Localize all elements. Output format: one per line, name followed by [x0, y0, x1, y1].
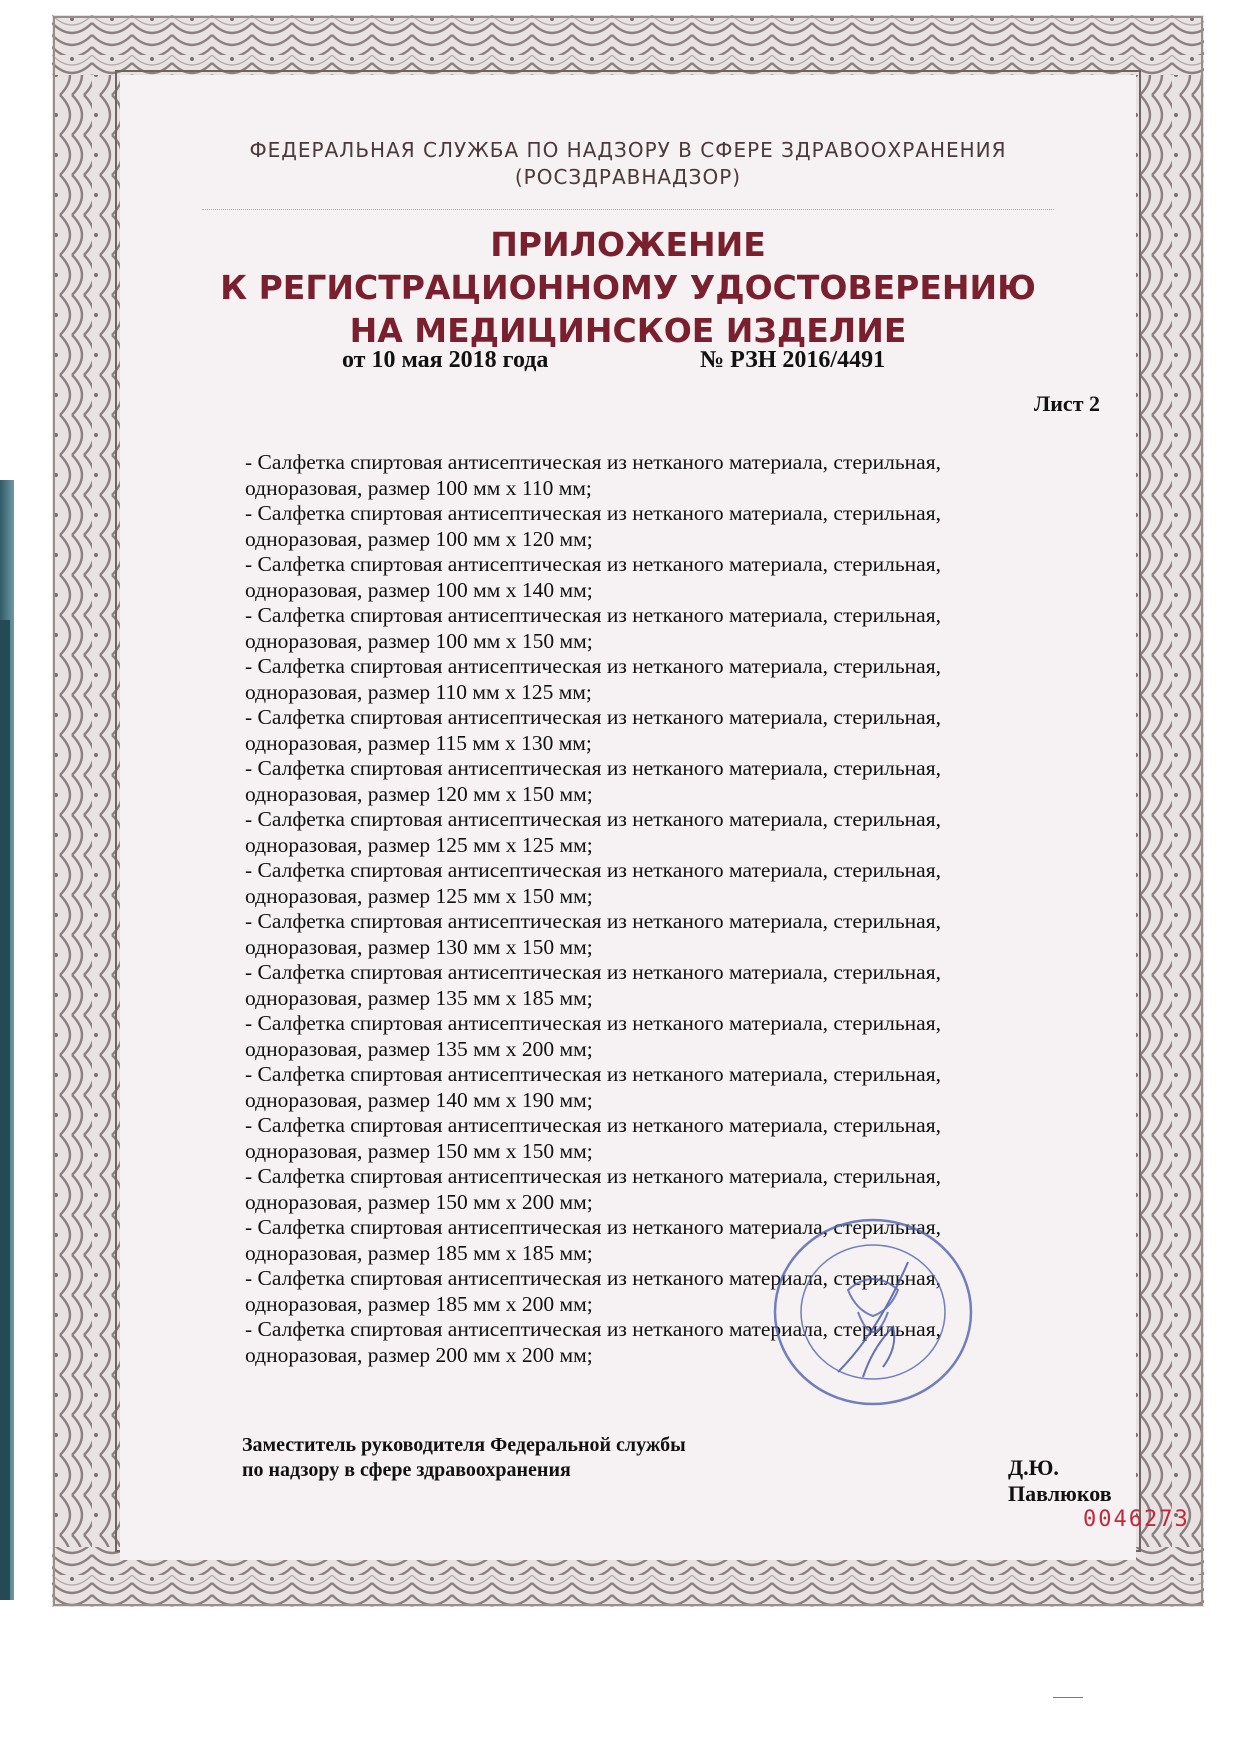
header-divider [202, 209, 1054, 210]
item-size: одноразовая, размер 120 мм х 150 мм; [245, 781, 593, 806]
item-description: - Салфетка спиртовая антисептическая из нетканого материала, стерильная, [245, 1317, 941, 1341]
list-item [245, 705, 1065, 756]
item-description: - Салфетка спиртовая антисептическая из нетканого материала, стерильная, [245, 1113, 941, 1137]
item-size: одноразовая, размер 150 мм х 150 мм; [245, 1138, 593, 1163]
item-size: одноразовая, размер 185 мм х 200 мм; [245, 1291, 593, 1316]
item-description: - Салфетка спиртовая антисептическая из нетканого материала, стерильная, [245, 1062, 941, 1086]
item-description: - Салфетка спиртовая антисептическая из нетканого материала, стерильная, [245, 450, 941, 474]
item-size: одноразовая, размер 125 мм х 150 мм; [245, 883, 593, 908]
signer-position-line-1: Заместитель руководителя Федеральной службы [242, 1434, 686, 1456]
document-title [120, 223, 1136, 352]
item-description: - Салфетка спиртовая антисептическая из нетканого материала, стерильная, [245, 1266, 941, 1290]
item-description: - Салфетка спиртовая антисептическая из нетканого материала, стерильная, [245, 705, 941, 729]
item-description: - Салфетка спиртовая антисептическая из нетканого материала, стерильная, [245, 756, 941, 780]
title-line-1: ПРИЛОЖЕНИЕ [490, 225, 766, 264]
agency-header [120, 137, 1136, 191]
agency-name: ФЕДЕРАЛЬНАЯ СЛУЖБА ПО НАДЗОРУ В СФЕРЕ ЗДРАВООХРАНЕНИЯ [249, 138, 1007, 162]
list-item [245, 909, 1065, 960]
signer-name: Д.Ю. Павлюков [1008, 1455, 1112, 1506]
list-item [245, 1062, 1065, 1113]
item-description: - Салфетка спиртовая антисептическая из нетканого материала, стерильная, [245, 552, 941, 576]
serial-number: 0046273 [1083, 1507, 1190, 1532]
item-description: - Салфетка спиртовая антисептическая из нетканого материала, стерильная, [245, 1011, 941, 1035]
item-description: - Салфетка спиртовая антисептическая из нетканого материала, стерильная, [245, 1215, 941, 1239]
list-item [245, 450, 1065, 501]
item-description: - Салфетка спиртовая антисептическая из нетканого материала, стерильная, [245, 858, 941, 882]
item-size: одноразовая, размер 200 мм х 200 мм; [245, 1342, 593, 1367]
list-item [245, 654, 1065, 705]
list-item [245, 960, 1065, 1011]
official-seal [768, 1212, 978, 1412]
item-size: одноразовая, размер 100 мм х 140 мм; [245, 577, 593, 602]
scan-mark [1053, 1697, 1083, 1698]
certificate-content [120, 75, 1190, 1560]
item-description: - Салфетка спиртовая антисептическая из нетканого материала, стерильная, [245, 501, 941, 525]
list-item [245, 501, 1065, 552]
item-size: одноразовая, размер 140 мм х 190 мм; [245, 1087, 593, 1112]
title-line-2: К РЕГИСТРАЦИОННОМУ УДОСТОВЕРЕНИЮ [220, 268, 1036, 307]
certificate-sheet [52, 15, 1204, 1607]
list-item [245, 1164, 1065, 1215]
list-item [245, 1113, 1065, 1164]
item-description: - Салфетка спиртовая антисептическая из нетканого материала, стерильная, [245, 1164, 941, 1188]
item-size: одноразовая, размер 115 мм х 130 мм; [245, 730, 592, 755]
item-size: одноразовая, размер 110 мм х 125 мм; [245, 679, 592, 704]
item-size: одноразовая, размер 100 мм х 110 мм; [245, 475, 592, 500]
list-item [245, 756, 1065, 807]
item-description: - Салфетка спиртовая антисептическая из нетканого материала, стерильная, [245, 603, 941, 627]
item-size: одноразовая, размер 185 мм х 185 мм; [245, 1240, 593, 1265]
item-description: - Салфетка спиртовая антисептическая из нетканого материала, стерильная, [245, 654, 941, 678]
list-item [245, 858, 1065, 909]
item-size: одноразовая, размер 100 мм х 120 мм; [245, 526, 593, 551]
item-size: одноразовая, размер 150 мм х 200 мм; [245, 1189, 593, 1214]
item-size: одноразовая, размер 135 мм х 185 мм; [245, 985, 593, 1010]
item-description: - Салфетка спиртовая антисептическая из нетканого материала, стерильная, [245, 909, 941, 933]
registration-number: № РЗН 2016/4491 [700, 347, 886, 373]
item-size: одноразовая, размер 100 мм х 150 мм; [245, 628, 593, 653]
signer-position-line-2: по надзору в сфере здравоохранения [242, 1459, 571, 1481]
sheet-number: Лист 2 [1033, 391, 1100, 416]
list-item [245, 552, 1065, 603]
list-item [245, 603, 1065, 654]
title-line-3: НА МЕДИЦИНСКОЕ ИЗДЕЛИЕ [349, 311, 907, 350]
list-item [245, 1011, 1065, 1062]
item-size: одноразовая, размер 130 мм х 150 мм; [245, 934, 593, 959]
scan-edge-shadow-dark [0, 620, 10, 1600]
list-item [245, 807, 1065, 858]
item-description: - Салфетка спиртовая антисептическая из нетканого материала, стерильная, [245, 807, 941, 831]
signer-position [242, 1433, 686, 1483]
date-number-line [120, 347, 1136, 377]
item-size: одноразовая, размер 135 мм х 200 мм; [245, 1036, 593, 1061]
item-description: - Салфетка спиртовая антисептическая из нетканого материала, стерильная, [245, 960, 941, 984]
agency-abbreviation: (РОСЗДРАВНАДЗОР) [514, 165, 742, 189]
item-size: одноразовая, размер 125 мм х 125 мм; [245, 832, 593, 857]
issue-date: от 10 мая 2018 года [342, 347, 549, 373]
